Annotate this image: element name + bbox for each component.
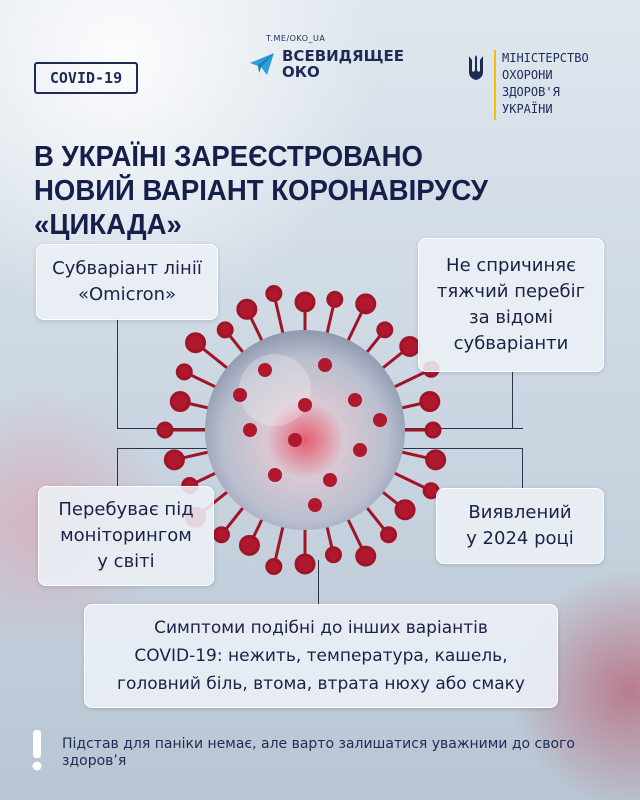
headline [34, 140, 595, 242]
ministry-line: ОХОРОНИ [502, 68, 553, 82]
brand-name: ВСЕВИДЯЩЕЕ ОКО [282, 47, 404, 81]
virus-spike-head [357, 547, 375, 565]
connector-line [522, 448, 523, 488]
virus-spike-head [326, 548, 340, 562]
paper-plane-icon [248, 50, 276, 78]
brand-logo[interactable] [248, 34, 404, 81]
card-monitoring: Перебуває під моніторингом у світі [38, 486, 214, 586]
ministry-line: МІНІСТЕРСТВО [502, 51, 589, 65]
virus-spike-head [238, 300, 256, 318]
virus-spike-head [396, 501, 414, 519]
virus-surface-spike [243, 423, 257, 437]
headline-line-1: В УКРАЇНІ ЗАРЕЄСТРОВАНО [34, 141, 423, 173]
virus-surface-spike [373, 413, 387, 427]
virus-surface-spike [348, 393, 362, 407]
virus-spike-head [214, 528, 228, 542]
card-symptoms: Симптоми подібні до інших варіантів COVID-19: нежить, температура, кашель, головний біль, втома, втрата нюху або смаку [84, 604, 558, 708]
virus-spike-head [187, 334, 205, 352]
virus-surface-spike [288, 433, 302, 447]
connector-line [117, 318, 118, 428]
virus-surface-spike [268, 468, 282, 482]
virus-spike-head [427, 451, 445, 469]
virus-surface-spike [323, 473, 337, 487]
virus-spike-head [401, 337, 419, 355]
virus-surface-spike [318, 358, 332, 372]
exclamation-icon [30, 728, 44, 772]
virus-surface-spike [233, 388, 247, 402]
virus-spike-head [378, 323, 392, 337]
virus-spike-head [296, 555, 314, 573]
virus-spike-head [296, 293, 314, 311]
ministry-logo [466, 50, 612, 120]
virus-spike-head [267, 559, 281, 573]
ministry-divider [494, 50, 496, 120]
ministry-line: ЗДОРОВ'Я [502, 85, 560, 99]
virus-spike-head [240, 536, 258, 554]
card-not-severe: Не спричиняє тяжчий перебіг за відомі субваріанти [418, 238, 604, 372]
virus-spike-head [177, 365, 191, 379]
trident-icon [466, 54, 486, 82]
virus-spike-head [267, 287, 281, 301]
virus-spike-head [382, 528, 396, 542]
headline-line-2: НОВИЙ ВАРІАНТ КОРОНАВІРУСУ «ЦИКАДА» [34, 175, 489, 241]
virus-spike-head [357, 295, 375, 313]
card-detected: Виявлений у 2024 році [436, 488, 604, 564]
virus-spike-head [165, 451, 183, 469]
virus-surface-spike [353, 443, 367, 457]
covid-badge: COVID-19 [34, 62, 138, 94]
virus-spike-head [421, 393, 439, 411]
virus-spike-head [218, 323, 232, 337]
ministry-line: УКРАЇНИ [502, 102, 553, 116]
connector-line [512, 372, 513, 429]
ministry-name [502, 50, 612, 120]
virus-surface-spike [258, 363, 272, 377]
brand-url: T.ME/OKO_UA [266, 34, 326, 43]
virus-spike-head [158, 423, 172, 437]
card-subvariant: Субваріант лінії «Omicron» [36, 244, 218, 320]
connector-line [117, 448, 118, 486]
virus-spike-head [328, 292, 342, 306]
virus-surface-spike [298, 398, 312, 412]
virus-surface-spike [308, 498, 322, 512]
virus-spike-head [426, 423, 440, 437]
warning-text: Підстав для паніки немає, але варто залишатися уважними до свого здоров’я [62, 736, 575, 769]
virus-spike-head [171, 393, 189, 411]
